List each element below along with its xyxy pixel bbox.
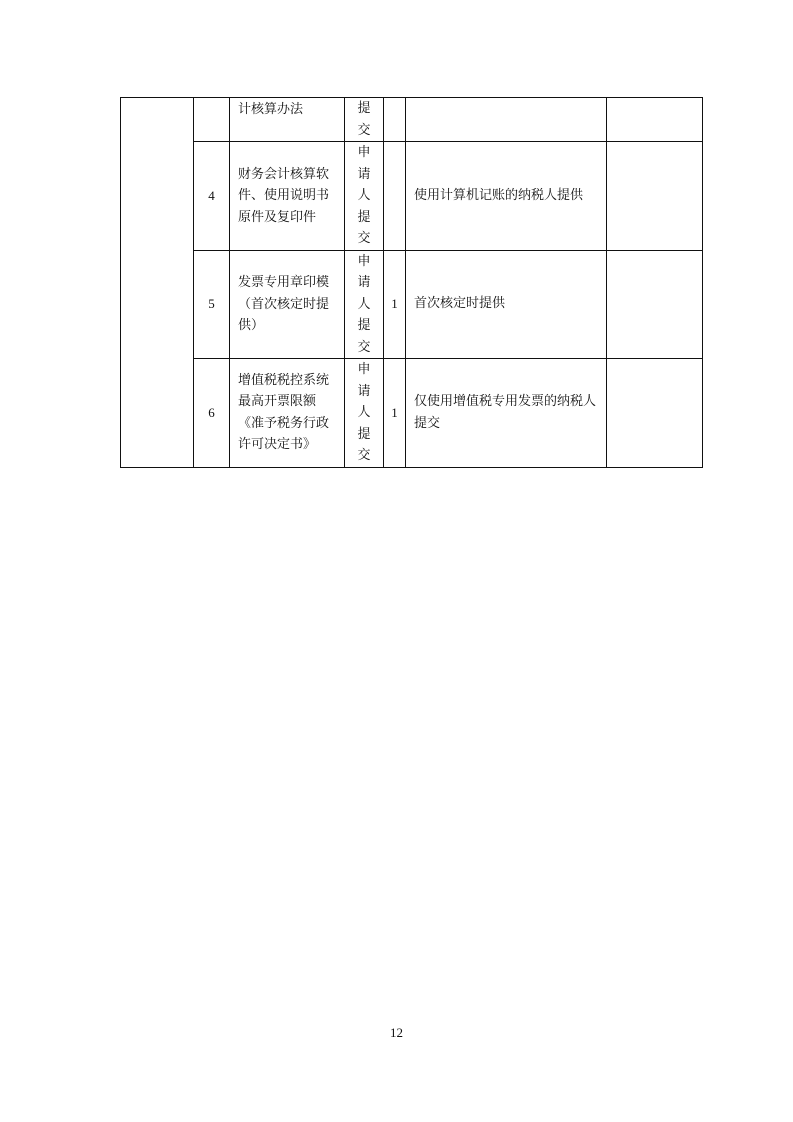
source-char: 人 bbox=[357, 296, 371, 312]
note-cell: 仅使用增值税专用发票的纳税人提交 bbox=[406, 359, 607, 468]
note-cell: 首次核定时提供 bbox=[406, 250, 607, 359]
count-cell bbox=[384, 98, 406, 142]
source-char: 交 bbox=[357, 231, 371, 246]
source-cell bbox=[345, 250, 384, 359]
material-name-cell: 财务会计核算软件、使用说明书原件及复印件 bbox=[230, 142, 345, 251]
source-char: 提 bbox=[357, 318, 371, 333]
page-number: 12 bbox=[390, 1025, 403, 1040]
extra-cell bbox=[607, 142, 703, 251]
source-char: 提 bbox=[357, 426, 371, 442]
material-name-cell: 发票专用章印模（首次核定时提供） bbox=[230, 250, 345, 359]
source-cell bbox=[345, 98, 384, 142]
source-char: 交 bbox=[357, 122, 371, 138]
materials-table bbox=[120, 97, 703, 468]
extra-cell bbox=[607, 98, 703, 142]
source-char: 申 bbox=[357, 253, 371, 269]
extra-cell bbox=[607, 359, 703, 468]
count-cell: 1 bbox=[384, 359, 406, 468]
source-char: 交 bbox=[357, 339, 371, 355]
note-cell bbox=[406, 98, 607, 142]
material-name-cell: 计核算办法 bbox=[230, 98, 345, 142]
row-number-cell bbox=[194, 98, 230, 142]
source-char: 请 bbox=[357, 166, 371, 182]
table-row bbox=[121, 359, 703, 468]
table-row bbox=[121, 250, 703, 359]
source-char: 请 bbox=[357, 275, 371, 290]
source-char: 人 bbox=[357, 188, 371, 203]
source-char: 提 bbox=[357, 101, 371, 116]
source-cell bbox=[345, 142, 384, 251]
extra-cell bbox=[607, 250, 703, 359]
table-row bbox=[121, 142, 703, 251]
source-char: 申 bbox=[357, 362, 371, 377]
source-char: 请 bbox=[357, 383, 371, 399]
source-char: 提 bbox=[357, 209, 371, 225]
note-cell: 使用计算机记账的纳税人提供 bbox=[406, 142, 607, 251]
source-cell bbox=[345, 359, 384, 468]
material-name-cell: 增值税税控系统最高开票限额《准予税务行政许可决定书》 bbox=[230, 359, 345, 468]
count-cell: 1 bbox=[384, 250, 406, 359]
row-number-cell: 4 bbox=[194, 142, 230, 251]
row-number-cell: 6 bbox=[194, 359, 230, 468]
table-row bbox=[121, 98, 703, 142]
source-char: 交 bbox=[357, 448, 371, 463]
row-number-cell: 5 bbox=[194, 250, 230, 359]
source-char: 申 bbox=[357, 145, 371, 160]
category-cell bbox=[121, 98, 194, 468]
source-char: 人 bbox=[357, 405, 371, 420]
count-cell bbox=[384, 142, 406, 251]
